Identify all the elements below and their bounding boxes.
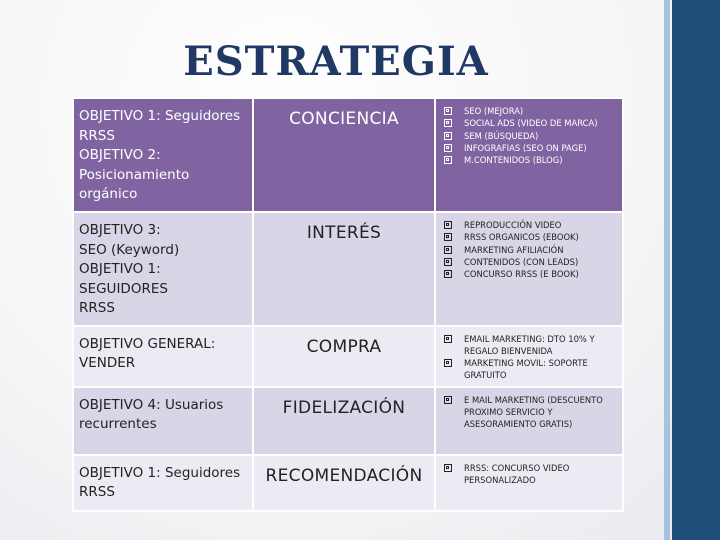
stage-label: CONCIENCIA xyxy=(289,109,399,129)
checkbox-bullet-icon xyxy=(444,270,452,278)
actions-cell xyxy=(435,98,623,212)
objective-cell xyxy=(73,455,253,511)
objective-line: OBJETIVO 2: xyxy=(79,147,161,163)
list-item: RRSS ORGANICOS (EBOOK) xyxy=(444,231,616,243)
objective-cell xyxy=(73,387,253,455)
objective-cell xyxy=(73,212,253,326)
checkbox-bullet-icon xyxy=(444,258,452,266)
actions-cell xyxy=(435,387,623,455)
stage-label: FIDELIZACIÓN xyxy=(282,397,406,418)
slide-title: ESTRATEGIA xyxy=(183,38,489,85)
stage-cell xyxy=(253,387,435,455)
table-row xyxy=(73,387,623,455)
objective-line: OBJETIVO 1: Seguidores xyxy=(79,108,241,124)
actions-cell xyxy=(435,212,623,326)
table-row xyxy=(73,212,623,326)
checkbox-bullet-icon xyxy=(444,233,452,241)
stage-label: RECOMENDACIÓN xyxy=(265,465,423,486)
checkbox-bullet-icon xyxy=(444,359,452,367)
checkbox-bullet-icon xyxy=(444,221,452,229)
objective-line: OBJETIVO 3: xyxy=(79,222,161,238)
strategy-table xyxy=(72,97,624,512)
checkbox-bullet-icon xyxy=(444,119,452,127)
checkbox-bullet-icon xyxy=(444,156,452,164)
side-accent-bar xyxy=(672,0,720,540)
list-item: EMAIL MARKETING: DTO 10% Y REGALO BIENVENIDA xyxy=(444,333,616,358)
stage-cell xyxy=(253,455,435,511)
list-item: E MAIL MARKETING (DESCUENTO PROXIMO SERVICIO Y ASESORAMIENTO GRATIS) xyxy=(444,394,616,431)
stage-label: INTERÉS xyxy=(306,223,382,243)
objective-line: OBJETIVO 1: SEGUIDORES xyxy=(79,261,168,297)
checkbox-bullet-icon xyxy=(444,144,452,152)
checkbox-bullet-icon xyxy=(444,132,452,140)
actions-cell xyxy=(435,326,623,387)
list-item: CONTENIDOS (CON LEADS) xyxy=(444,256,616,268)
checkbox-bullet-icon xyxy=(444,107,452,115)
list-item: M.CONTENIDOS (BLOG) xyxy=(444,154,616,166)
checkbox-bullet-icon xyxy=(444,335,452,343)
stage-cell xyxy=(253,326,435,387)
objective-line: RRSS xyxy=(79,300,115,316)
stage-cell xyxy=(253,98,435,212)
objective-cell xyxy=(73,326,253,387)
table-row xyxy=(73,455,623,511)
checkbox-bullet-icon xyxy=(444,464,452,472)
list-item: CONCURSO RRSS (E BOOK) xyxy=(444,268,616,280)
stage-cell xyxy=(253,212,435,326)
objective-line: RRSS xyxy=(79,127,115,144)
list-item: RRSS: CONCURSO VIDEO PERSONALIZADO xyxy=(444,462,616,487)
list-item: SEO (MEJORA) xyxy=(444,105,616,117)
objective-line: OBJETIVO GENERAL: xyxy=(79,335,216,352)
list-item: INFOGRAFIAS (SEO ON PAGE) xyxy=(444,142,616,154)
list-item: SOCIAL ADS (VIDEO DE MARCA) xyxy=(444,117,616,129)
objective-line: OBJETIVO 4: Usuarios xyxy=(79,396,224,413)
objective-line: recurrentes xyxy=(79,416,157,433)
table-row xyxy=(73,98,623,212)
checkbox-bullet-icon xyxy=(444,396,452,404)
objective-line: Posicionamiento xyxy=(79,166,190,183)
table-row xyxy=(73,326,623,387)
list-item: MARKETING MOVIL: SOPORTE GRATUITO xyxy=(444,357,616,382)
objective-line: SEO (Keyword) xyxy=(79,241,180,258)
checkbox-bullet-icon xyxy=(444,246,452,254)
objective-line: VENDER xyxy=(79,355,136,371)
objective-line: OBJETIVO 1: Seguidores xyxy=(79,464,241,481)
objective-line: RRSS xyxy=(79,484,115,501)
list-item: MARKETING AFILIACIÓN xyxy=(444,244,616,256)
objective-line: orgánico xyxy=(79,186,138,202)
list-item: REPRODUCCIÓN VIDEO xyxy=(444,219,616,231)
actions-cell xyxy=(435,455,623,511)
stage-label: COMPRA xyxy=(306,336,382,357)
list-item: SEM (BÚSQUEDA) xyxy=(444,130,616,142)
objective-cell xyxy=(73,98,253,212)
